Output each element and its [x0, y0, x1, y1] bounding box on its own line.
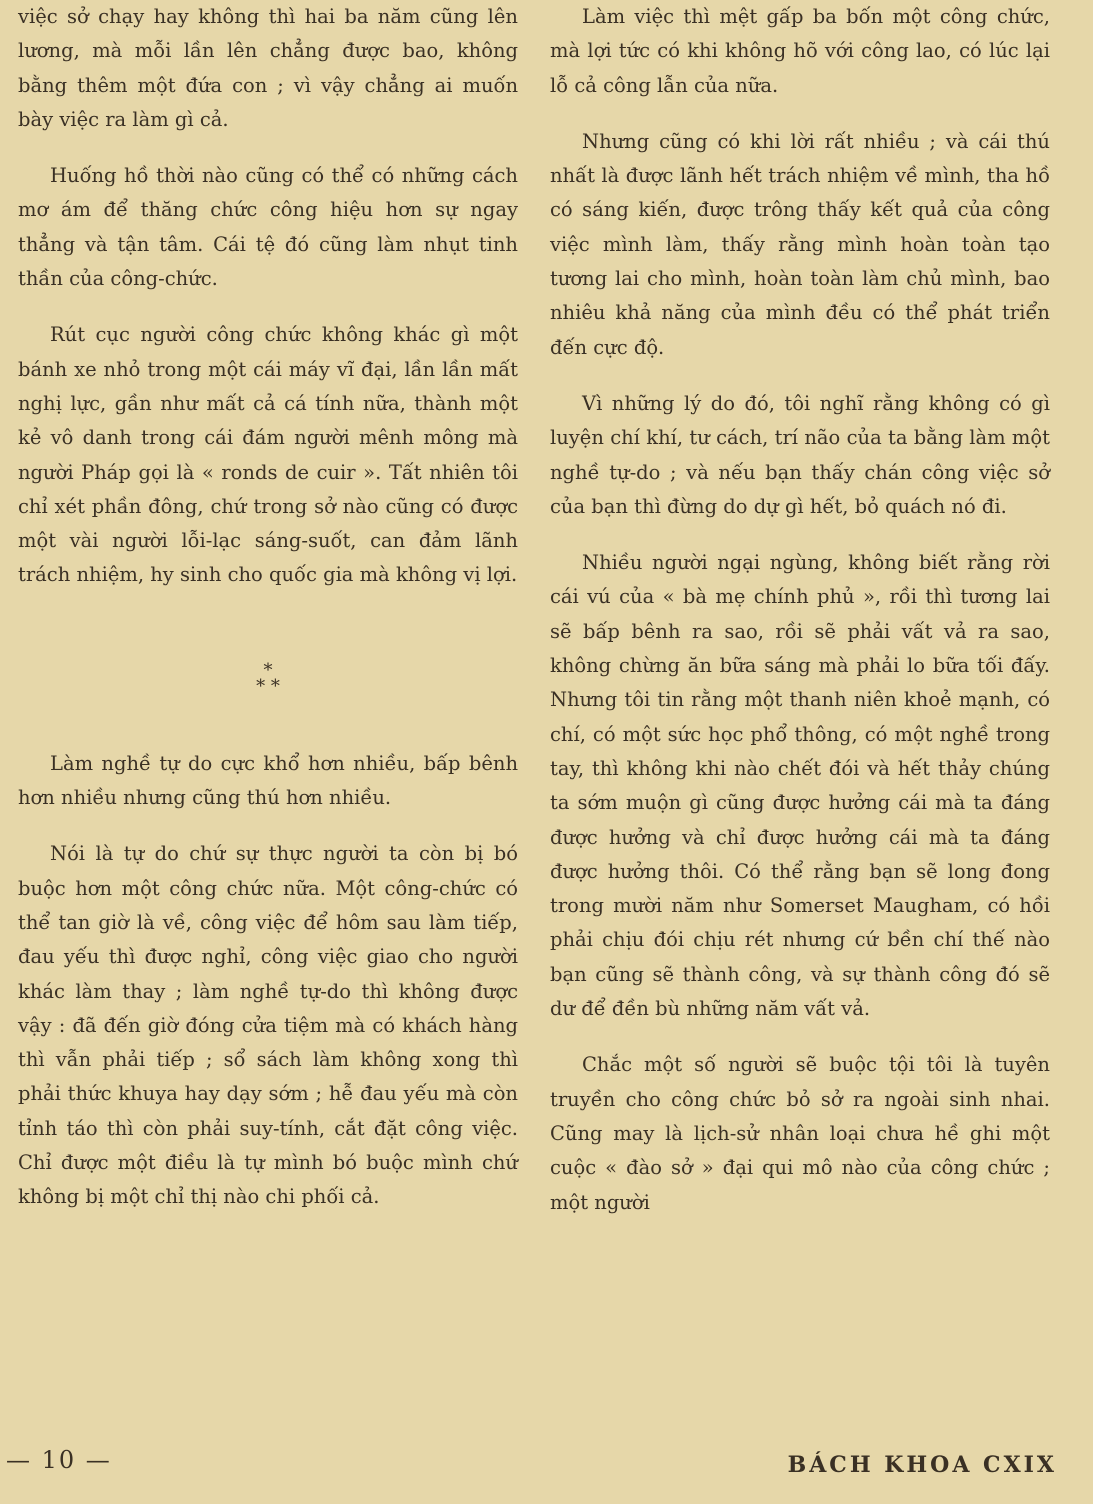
paragraph: Làm việc thì mệt gấp ba bốn một công chức, mà lợi tức có khi không hõ với công lao, có lúc lại lỗ cả công lẫn của nữa. — [550, 5, 1050, 97]
right-column — [550, 0, 1050, 1242]
paragraph: Nói là tự do chứ sự thực người ta còn bị bó buộc hơn một công chức nữa. Một công-chức có thể tan giờ là về, công việc để hôm sau làm tiếp, đau yếu thì được nghỉ, công việc giao cho người khác làm thay ; làm nghề tự-do thì không được vậy : đã đến giờ đóng cửa tiệm mà có khách hàng thì vẫn phải tiếp ; sổ sách làm không xong thì phải thức khuya hay dạy sớm ; hễ đau yếu mà còn tỉnh táo thì còn phải suy-tính, cắt đặt công việc. Chỉ được một điều là tự mình bó buộc mình chứ không bị một chỉ thị nào chi phối cả. — [18, 842, 518, 1209]
paragraph: việc sở chạy hay không thì hai ba năm cũng lên lương, mà mỗi lần lên chẳng được bao, không bằng thêm một đứa con ; vì vậy chẳng ai muốn bày việc ra làm gì cả. — [18, 5, 518, 131]
paragraph: Huống hồ thời nào cũng có thể có những cách mơ ám để thăng chức công hiệu hơn sự ngay thẳng và tận tâm. Cái tệ đó cũng làm nhụt tinh thần của công-chức. — [18, 164, 518, 291]
section-divider — [18, 659, 518, 697]
publication-title: BÁCH KHOA CXIX — [787, 1452, 1057, 1478]
divider-stars-bottom: * * — [256, 675, 280, 697]
paragraph: Làm nghề tự do cực khổ hơn nhiều, bấp bênh hơn nhiều nhưng cũng thú hơn nhiều. — [18, 751, 518, 810]
page-number: — 10 — — [6, 1446, 112, 1474]
left-column — [18, 0, 518, 1237]
paragraph: Chắc một số người sẽ buộc tội tôi là tuyên truyền cho công chức bỏ sở ra ngoài sinh nhai. Cũng may là lịch-sử nhân loại chưa hề ghi một cuộc « đào sở » đại qui mô nào của công chức ; một người — [550, 1053, 1050, 1214]
paragraph: Vì những lý do đó, tôi nghĩ rằng không có gì luyện chí khí, tư cách, trí não của ta bằng làm một nghề tự-do ; và nếu bạn thấy chán công việc sở của bạn thì đừng do dự gì hết, bỏ quách nó đi. — [550, 391, 1050, 518]
paragraph: Nhiều người ngại ngùng, không biết rằng rời cái vú của « bà mẹ chính phủ », rồi thì tương lai sẽ bấp bênh ra sao, rồi sẽ phải vất vả ra sao, không chừng ăn bữa sáng mà phải lo bữa tối đấy. Nhưng tôi tin rằng một thanh niên khoẻ mạnh, có chí, có một sức học phổ thông, có một nghề trong tay, thì không khi nào chết đói và hết thảy chúng ta sớm muộn gì cũng được hưởng cái mà ta đáng được hưởng và chỉ được hưởng cái mà ta đáng được hưởng thôi. Có thể rằng bạn sẽ long đong trong mười năm như Somerset Maugham, có hồi phải chịu đói chịu rét nhưng cứ bền chí thế nào bạn cũng sẽ thành công, và sự thành công đó sẽ dư để đền bù những năm vất vả. — [550, 551, 1050, 1021]
paragraph: Rút cục người công chức không khác gì một bánh xe nhỏ trong một cái máy vĩ đại, lần lần mất nghị lực, gần như mất cả cá tính nữa, thành một kẻ vô danh trong cái đám người mênh mông mà người Pháp gọi là « ronds de cuir ». Tất nhiên tôi chỉ xét phần đông, chứ trong sở nào cũng có được một vài người lỗi-lạc sáng-suốt, can đảm lãnh trách nhiệm, hy sinh cho quốc gia mà không vị lợi. — [18, 323, 518, 587]
paragraph: Nhưng cũng có khi lời rất nhiều ; và cái thú nhất là được lãnh hết trách nhiệm về mình, tha hồ có sáng kiến, được trông thấy kết quả của công việc mình làm, thấy rằng mình hoàn toàn tạo tương lai cho mình, hoàn toàn làm chủ mình, bao nhiêu khả năng của mình đều có thể phát triển đến cực độ. — [550, 129, 1050, 359]
divider-star-top: * — [263, 659, 273, 681]
